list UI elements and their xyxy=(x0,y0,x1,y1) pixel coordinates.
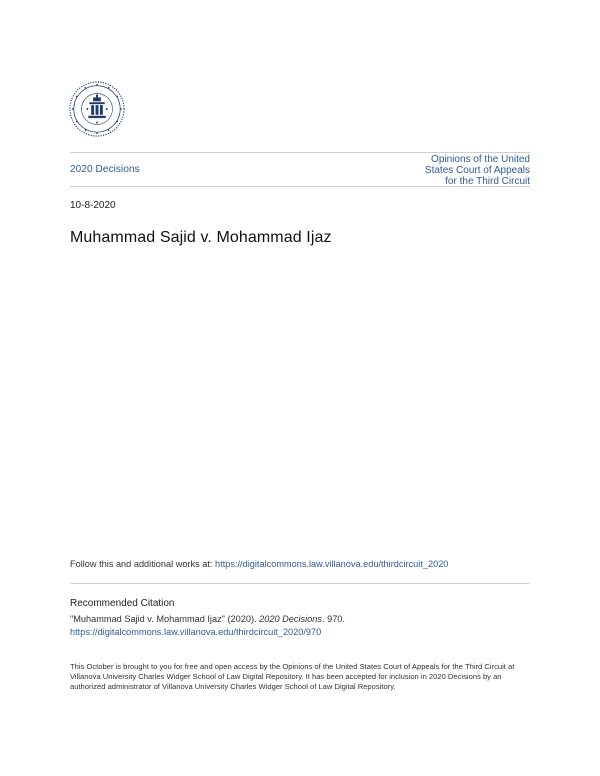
follow-url-link[interactable]: https://digitalcommons.law.villanova.edu/thirdcircuit_2020 xyxy=(215,559,449,569)
citation-block xyxy=(70,613,345,639)
header-top-divider xyxy=(70,152,530,153)
citation-text xyxy=(70,613,345,626)
citation-text-start: "Muhammad Sajid v. Mohammad Ijaz" (2020). xyxy=(70,614,260,624)
header-bottom-divider xyxy=(70,186,530,187)
citation-divider xyxy=(70,583,530,584)
access-note: This October is brought to you for free and open access by the Opinions of the United States Court of Appeals for the Third Circuit at Villanova University Charles Widger School of Law Digital Repository. It has been accepted for inclusion in 2020 Decisions by an authorized administrator of Villanova University Charles Widger School of Law Digital Repository. xyxy=(70,662,515,691)
citation-url-link[interactable]: https://digitalcommons.law.villanova.edu/thirdcircuit_2020/970 xyxy=(70,627,322,637)
citation-collection: 2020 Decisions xyxy=(259,614,322,624)
citation-text-end: . 970. xyxy=(321,614,345,624)
recommended-citation-heading: Recommended Citation xyxy=(70,598,175,609)
document-title: Muhammad Sajid v. Mohammad Ijaz xyxy=(70,229,332,246)
series-line-1: Opinions of the United xyxy=(431,154,530,165)
follow-prefix: Follow this and additional works at: xyxy=(70,559,216,569)
series-line-3: for the Third Circuit xyxy=(445,176,530,187)
university-seal-icon xyxy=(68,80,126,138)
follow-line xyxy=(70,559,448,569)
collection-link[interactable]: 2020 Decisions xyxy=(70,164,140,175)
series-line-2: States Court of Appeals xyxy=(424,165,530,176)
document-date: 10-8-2020 xyxy=(70,200,116,211)
series-link[interactable] xyxy=(400,154,530,187)
